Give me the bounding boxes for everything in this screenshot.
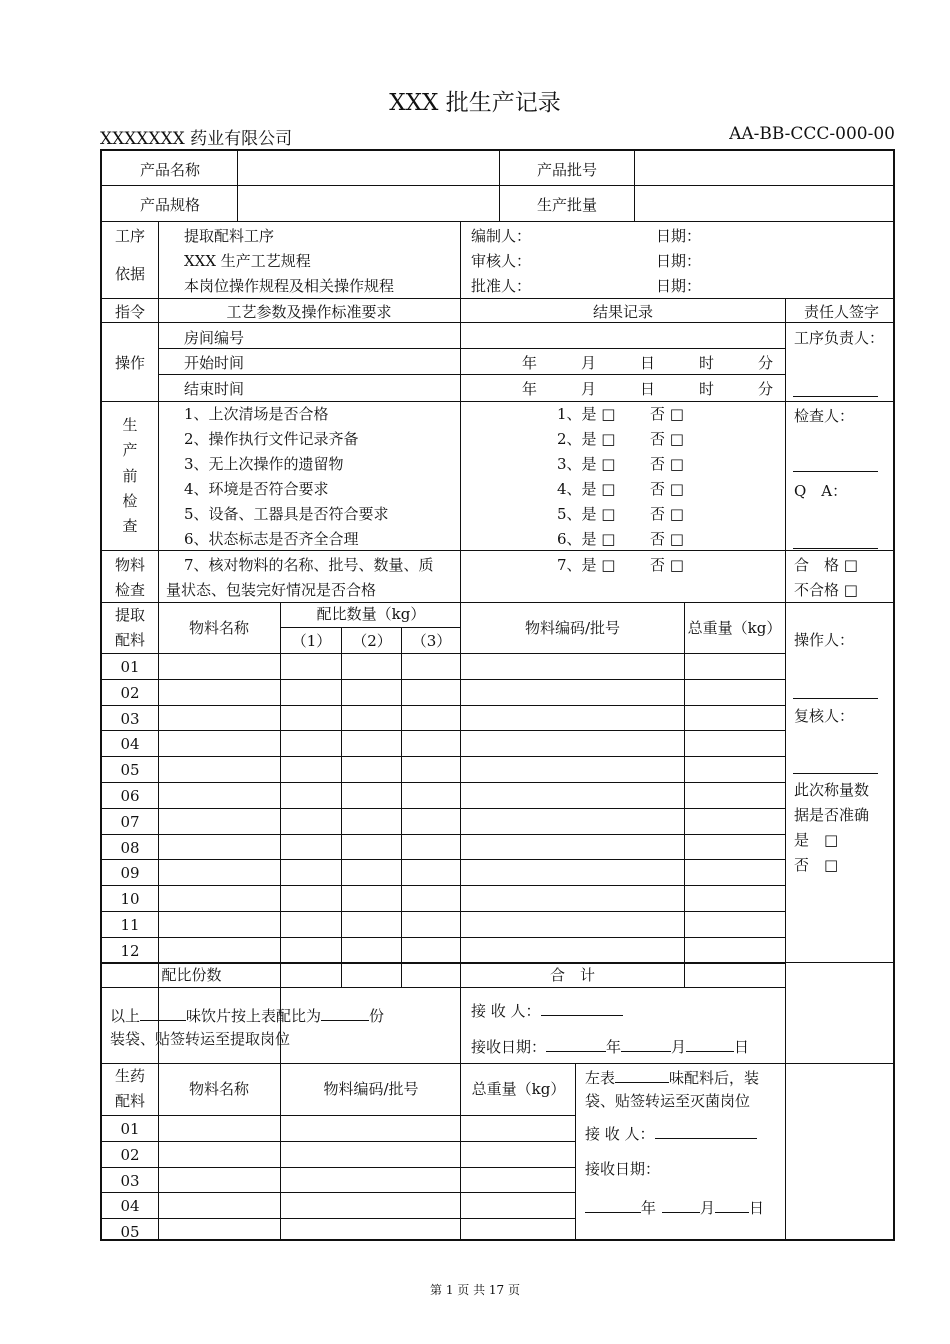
process-lead-label: 工序负责人： [794,329,885,347]
grid-line-h [793,548,878,549]
result-header: 结果记录 [592,303,653,321]
grid-line-h [102,221,895,222]
raw-herb-label-2: 配料 [114,1092,145,1110]
grid-line-v [460,221,461,602]
check-no-5: 否 □ [650,505,684,523]
raw-note-pre: 左表 [585,1069,616,1087]
preprod-label-4: 检 [122,492,138,510]
check-result-2: 2、是 □ [557,430,616,448]
check-no-6: 否 □ [650,530,684,548]
material-name-header: 物料名称 [188,619,249,637]
grid-line-h [102,705,785,706]
approved-date-label: 日期： [656,277,702,295]
qa-label: Q A： [794,482,848,500]
material-check-result: 7、是 □ [557,556,616,574]
end-day-unit: 日 [640,380,656,398]
preprod-label-3: 前 [122,467,138,485]
raw-receiver-label: 接 收 人： [585,1125,655,1143]
operator-label: 操作人： [794,631,855,649]
grid-line-v [460,987,461,1063]
grid-line-h [102,1115,575,1116]
raw-receiver-blank[interactable] [655,1125,757,1139]
raw-herb-row-number: 02 [120,1145,140,1164]
extraction-row-number: 07 [120,812,140,831]
check-result-3: 3、是 □ [557,455,616,473]
raw-day: 日 [749,1199,765,1217]
raw-herb-count-blank[interactable] [615,1069,669,1083]
raw-total-weight-header: 总重量（kg） [471,1080,566,1098]
grid-line-h [102,756,785,757]
grid-line-h [102,808,785,809]
grid-line-h [102,987,785,988]
transfer-line-1 [110,1007,384,1024]
grid-line-h [102,834,785,835]
grid-line-h [102,322,895,323]
product-name-label: 产品名称 [139,161,200,179]
ratio-col-2-header: （2） [352,632,392,650]
page-footer: 第 1 页 共 17 页 [430,1283,520,1297]
material-check-no: 否 □ [650,556,684,574]
grid-line-h [280,627,460,628]
grid-line-h [793,773,878,774]
room-number-label: 房间编号 [184,329,245,347]
company-name: XXXXXXX 药业有限公司 [100,129,293,149]
raw-receiver [585,1125,757,1142]
end-minute-unit: 分 [758,380,774,398]
transfer-pre: 以上 [110,1007,141,1025]
transfer-receiver [471,1002,623,1019]
extraction-row-number: 01 [120,658,140,676]
transfer-date-label: 接收日期： [471,1038,547,1056]
raw-receive-date [585,1199,764,1216]
start-year-unit: 年 [522,354,538,372]
grid-line-v [785,298,786,1063]
extraction-row-number: 04 [120,735,140,754]
grid-line-h [102,911,785,912]
check-item-6: 6、状态标志是否齐全合理 [184,530,359,548]
document-code: AA-BB-CCC-000-00 [729,124,895,144]
transfer-month-blank[interactable] [621,1038,671,1052]
inspector-label: 检查人： [794,407,855,425]
grid-line-h [102,1167,575,1168]
basis-label: 依据 [114,265,145,283]
operation-label: 操作 [114,354,145,372]
grid-line-h [102,401,895,402]
raw-material-name-header: 物料名称 [188,1080,249,1098]
raw-year-blank[interactable] [585,1199,641,1213]
extraction-row-number: 03 [120,709,140,728]
reviewed-by-label: 审核人： [471,252,532,270]
approved-by-label: 批准人： [471,277,532,295]
grid-line-h [793,471,878,472]
grid-line-h [102,859,785,860]
grid-line-h [102,679,785,680]
extraction-label-2: 配料 [114,631,145,649]
rechecker-label: 复核人： [794,707,855,725]
raw-year: 年 [641,1199,657,1217]
transfer-year: 年 [606,1038,622,1056]
product-spec-label: 产品规格 [139,196,200,214]
raw-month-blank[interactable] [662,1199,700,1213]
extraction-row-number: 11 [120,916,140,934]
accuracy-line-2: 据是否准确 [794,806,870,824]
grid-line-h [102,730,785,731]
accuracy-line-1: 此次称量数 [794,781,870,799]
product-batch-label: 产品批号 [536,161,597,179]
transfer-day-blank[interactable] [686,1038,734,1052]
extraction-row-number: 02 [120,683,140,702]
accuracy-no: 否 □ [794,856,839,874]
transfer-year-blank[interactable] [546,1038,606,1052]
transfer-mid: 味饮片按上表配比为 [186,1007,322,1025]
start-hour-unit: 时 [699,354,715,372]
grid-line-v [684,602,685,987]
sign-header: 责任人签字 [803,303,879,321]
transfer-post: 份 [369,1007,385,1025]
check-item-3: 3、无上次操作的遗留物 [184,455,344,473]
ratio-parts-label: 配比份数 [161,966,222,984]
grid-line-h [102,550,895,551]
grid-line-h [793,396,878,397]
grid-line-h [158,374,785,375]
raw-month: 月 [700,1199,716,1217]
check-no-4: 否 □ [650,480,684,498]
basis-line-2: 本岗位操作规程及相关操作规程 [184,277,395,295]
prepared-date-label: 日期： [656,227,702,245]
reviewed-date-label: 日期： [656,252,702,270]
grid-line-h [102,1218,575,1219]
extraction-row-number: 09 [120,864,140,883]
start-month-unit: 月 [581,354,597,372]
raw-note-line-1 [585,1069,759,1086]
extraction-row-number: 08 [120,838,140,857]
basis-line-1: XXX 生产工艺规程 [184,252,311,270]
grid-line-h [158,348,785,349]
accuracy-yes: 是 □ [794,831,839,849]
raw-herb-label-1: 生药 [114,1067,145,1085]
material-check-item-line-2: 量状态、包装完好情况是否合格 [166,581,377,599]
extraction-row-number: 06 [120,787,140,805]
transfer-date [471,1038,749,1055]
ratio-col-3-header: （3） [411,632,452,650]
grid-line-h [102,1141,575,1142]
instruction-header: 指令 [114,303,145,321]
material-check-item-line-1: 7、核对物料的名称、批号、数量、质 [184,556,434,574]
material-check-label-1: 物料 [114,556,145,574]
end-time-label: 结束时间 [184,380,245,398]
fail-checkbox-label: 不合格 □ [794,581,858,599]
grid-line-h [102,602,895,603]
check-result-5: 5、是 □ [557,505,616,523]
check-item-4: 4、环境是否符合要求 [184,480,329,498]
preprod-label-2: 产 [122,441,138,459]
total-weight-header: 总重量（kg） [687,619,782,637]
preprod-label-5: 查 [122,517,138,535]
grid-line-h [102,653,785,654]
start-time-label: 开始时间 [184,354,245,372]
end-hour-unit: 时 [699,380,715,398]
batch-record-form [100,149,895,1241]
grid-line-v [460,602,461,987]
grid-line-h [102,1192,575,1193]
preprod-label-1: 生 [122,416,138,434]
extraction-row-number: 12 [120,941,140,960]
check-result-1: 1、是 □ [557,405,616,423]
herb-count-blank[interactable] [140,1007,186,1021]
check-no-2: 否 □ [650,430,684,448]
transfer-month: 月 [671,1038,687,1056]
extraction-row-number: 05 [120,761,140,780]
raw-herb-row-number: 05 [120,1223,140,1242]
grid-line-h [793,698,878,699]
grid-line-v [280,602,281,1241]
check-item-2: 2、操作执行文件记录齐备 [184,430,359,448]
check-item-1: 1、上次清场是否合格 [184,405,329,423]
transfer-day: 日 [734,1038,750,1056]
extraction-label-1: 提取 [114,606,145,624]
pass-checkbox-label: 合 格 □ [794,556,858,574]
grid-line-h [102,782,785,783]
grid-line-h [102,1063,895,1064]
raw-day-blank[interactable] [715,1199,749,1213]
start-day-unit: 日 [640,354,656,372]
check-item-5: 5、设备、工器具是否符合要求 [184,505,389,523]
step-value: 提取配料工序 [184,227,275,245]
grid-line-v [634,151,635,221]
ratio-qty-header: 配比数量（kg） [316,605,426,623]
document-title: XXX 批生产记录 [389,90,561,116]
raw-note-line-2: 袋、贴签转运至灭菌岗位 [585,1092,751,1110]
raw-herb-row-number: 04 [120,1197,140,1216]
grid-line-v [785,1063,786,1241]
extraction-row-number: 10 [120,890,140,909]
prepared-by-label: 编制人： [471,227,532,245]
start-minute-unit: 分 [758,354,774,372]
production-qty-label: 生产批量 [536,196,597,214]
raw-herb-row-number: 01 [120,1120,140,1138]
check-result-6: 6、是 □ [557,530,616,548]
ratio-col-1-header: （1） [291,632,332,650]
total-label: 合 计 [549,966,595,984]
raw-herb-row-number: 03 [120,1171,140,1190]
transfer-receiver-blank[interactable] [541,1002,623,1016]
check-no-3: 否 □ [650,455,684,473]
step-label: 工序 [114,227,145,245]
grid-line-h [102,298,895,299]
check-no-1: 否 □ [650,405,684,423]
portion-count-blank[interactable] [321,1007,369,1021]
raw-code-batch-header: 物料编码/批号 [323,1080,419,1098]
transfer-receiver-label: 接 收 人： [471,1002,541,1020]
raw-receive-date-label: 接收日期： [585,1160,661,1178]
grid-line-h [102,885,785,886]
grid-line-h [102,937,785,938]
grid-line-h [102,963,785,964]
transfer-line-2: 装袋、贴签转运至提取岗位 [110,1030,291,1048]
params-header: 工艺参数及操作标准要求 [226,303,392,321]
code-batch-header: 物料编码/批号 [524,619,621,637]
material-check-label-2: 检查 [114,581,145,599]
raw-note-post: 味配料后，装 [669,1069,760,1087]
check-result-4: 4、是 □ [557,480,616,498]
end-year-unit: 年 [522,380,538,398]
end-month-unit: 月 [581,380,597,398]
